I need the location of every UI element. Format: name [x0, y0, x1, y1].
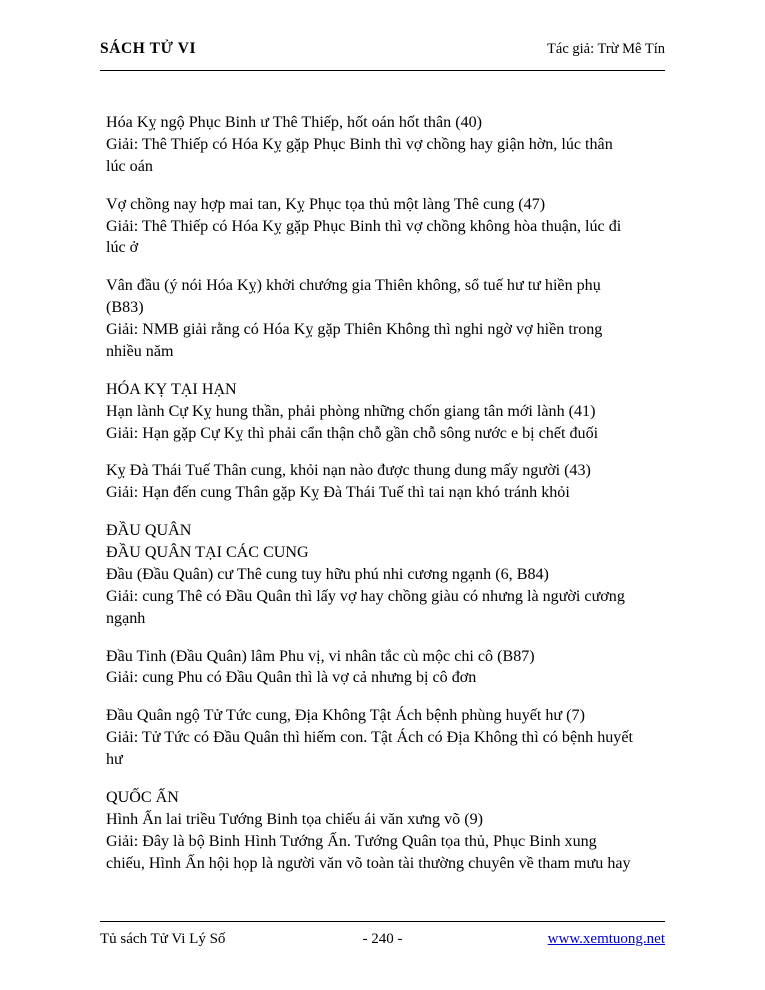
text-line: (B83): [106, 299, 144, 317]
footer-website-link[interactable]: www.xemtuong.net: [547, 931, 665, 947]
text-line: Đầu Quân ngộ Tử Tức cung, Địa Không Tật Ách bệnh phùng huyết hư (7): [106, 707, 585, 725]
footer-series: Tủ sách Tử Vi Lý Số: [100, 931, 226, 947]
text-line: Giải: NMB giải rằng có Hóa Kỵ gặp Thiên Không thì nghi ngờ vợ hiền trong: [106, 321, 603, 338]
text-line: nhiều năm: [106, 342, 174, 360]
text-line: Vợ chồng nay hợp mai tan, Kỵ Phục tọa thủ một làng Thê cung (47): [106, 195, 546, 213]
text-line: Kỵ Đà Thái Tuế Thân cung, khỏi nạn nào được thung dung mấy người (43): [106, 462, 591, 480]
text-line: hư: [106, 751, 123, 768]
text-line: Giải: Hạn gặp Cự Kỵ thì phải cẩn thận chỗ gần chỗ sông nước e bị chết đuối: [106, 424, 599, 442]
text-block: [106, 194, 686, 260]
header-author: Tác giả: Trừ Mê Tín: [547, 41, 665, 57]
text-line: chiếu, Hình Ấn hội họp là người văn võ toàn tài thường chuyên về tham mưu hay: [106, 854, 631, 872]
text-block: [106, 112, 686, 178]
text-line: Đầu Tinh (Đầu Quân) lâm Phu vị, vi nhân tắc cù mộc chi cô (B87): [106, 647, 535, 665]
text-block: [106, 705, 686, 771]
text-line: Giải: cung Phu có Đầu Quân thì là vợ cả nhưng bị cô đơn: [106, 669, 477, 687]
text-line: Hóa Kỵ ngộ Phục Binh ư Thê Thiếp, hốt oán hốt thân (40): [106, 114, 483, 131]
section-heading: HÓA KỴ TẠI HẠN: [106, 380, 237, 398]
text-line: Đầu (Đầu Quân) cư Thê cung tuy hữu phú nhi cương ngạnh (6, B84): [106, 565, 549, 583]
text-block: [106, 646, 686, 690]
text-line: Giải: Thê Thiếp có Hóa Kỵ gặp Phục Binh thì vợ chồng không hòa thuận, lúc đi: [106, 217, 622, 235]
text-line: Hình Ấn lai triều Tướng Binh tọa chiếu ái văn xưng võ (9): [106, 810, 483, 828]
page-content: [106, 112, 686, 874]
section-heading: ĐẦU QUÂN: [106, 522, 192, 540]
text-line: Giải: Thê Thiếp có Hóa Kỵ gặp Phục Binh thì vợ chồng hay giận hờn, lúc thân: [106, 135, 613, 153]
text-line: Hạn lành Cự Kỵ hung thần, phải phòng những chốn giang tân mới lành (41): [106, 402, 596, 420]
text-line: ngạnh: [106, 609, 146, 627]
text-line: lúc ở: [106, 239, 139, 257]
page-footer: [100, 931, 665, 948]
text-line: lúc oán: [106, 157, 153, 175]
text-line: Vân đầu (ý nói Hóa Kỵ) khởi chướng gia Thiên không, sổ tuế hư tư hiền phụ: [106, 277, 601, 295]
text-block: [106, 275, 686, 363]
text-line: Giải: Đây là bộ Binh Hình Tướng Ấn. Tướng Quân tọa thủ, Phục Binh xung: [106, 832, 597, 850]
section-quoc-an: [106, 787, 686, 875]
subsection-heading: ĐẦU QUÂN TẠI CÁC CUNG: [106, 544, 309, 561]
section-hoa-ky-tai-han: [106, 379, 686, 445]
page-number: - 240 -: [362, 931, 403, 947]
text-line: Giải: Tử Tức có Đầu Quân thì hiếm con. Tật Ách có Địa Không thì có bệnh huyết: [106, 729, 633, 747]
header-title: SÁCH TỬ VI: [100, 40, 197, 57]
page-header: [100, 40, 665, 58]
text-line: Giải: cung Thê có Đầu Quân thì lấy vợ hay chồng giàu có nhưng là người cương: [106, 587, 625, 605]
section-dau-quan: [106, 520, 686, 629]
header-divider: [100, 70, 665, 71]
section-heading: QUỐC ẤN: [106, 788, 179, 806]
text-block: [106, 460, 686, 504]
text-line: Giải: Hạn đến cung Thân gặp Kỵ Đà Thái Tuế thì tai nạn khó tránh khỏi: [106, 484, 570, 502]
footer-divider: [100, 921, 665, 922]
